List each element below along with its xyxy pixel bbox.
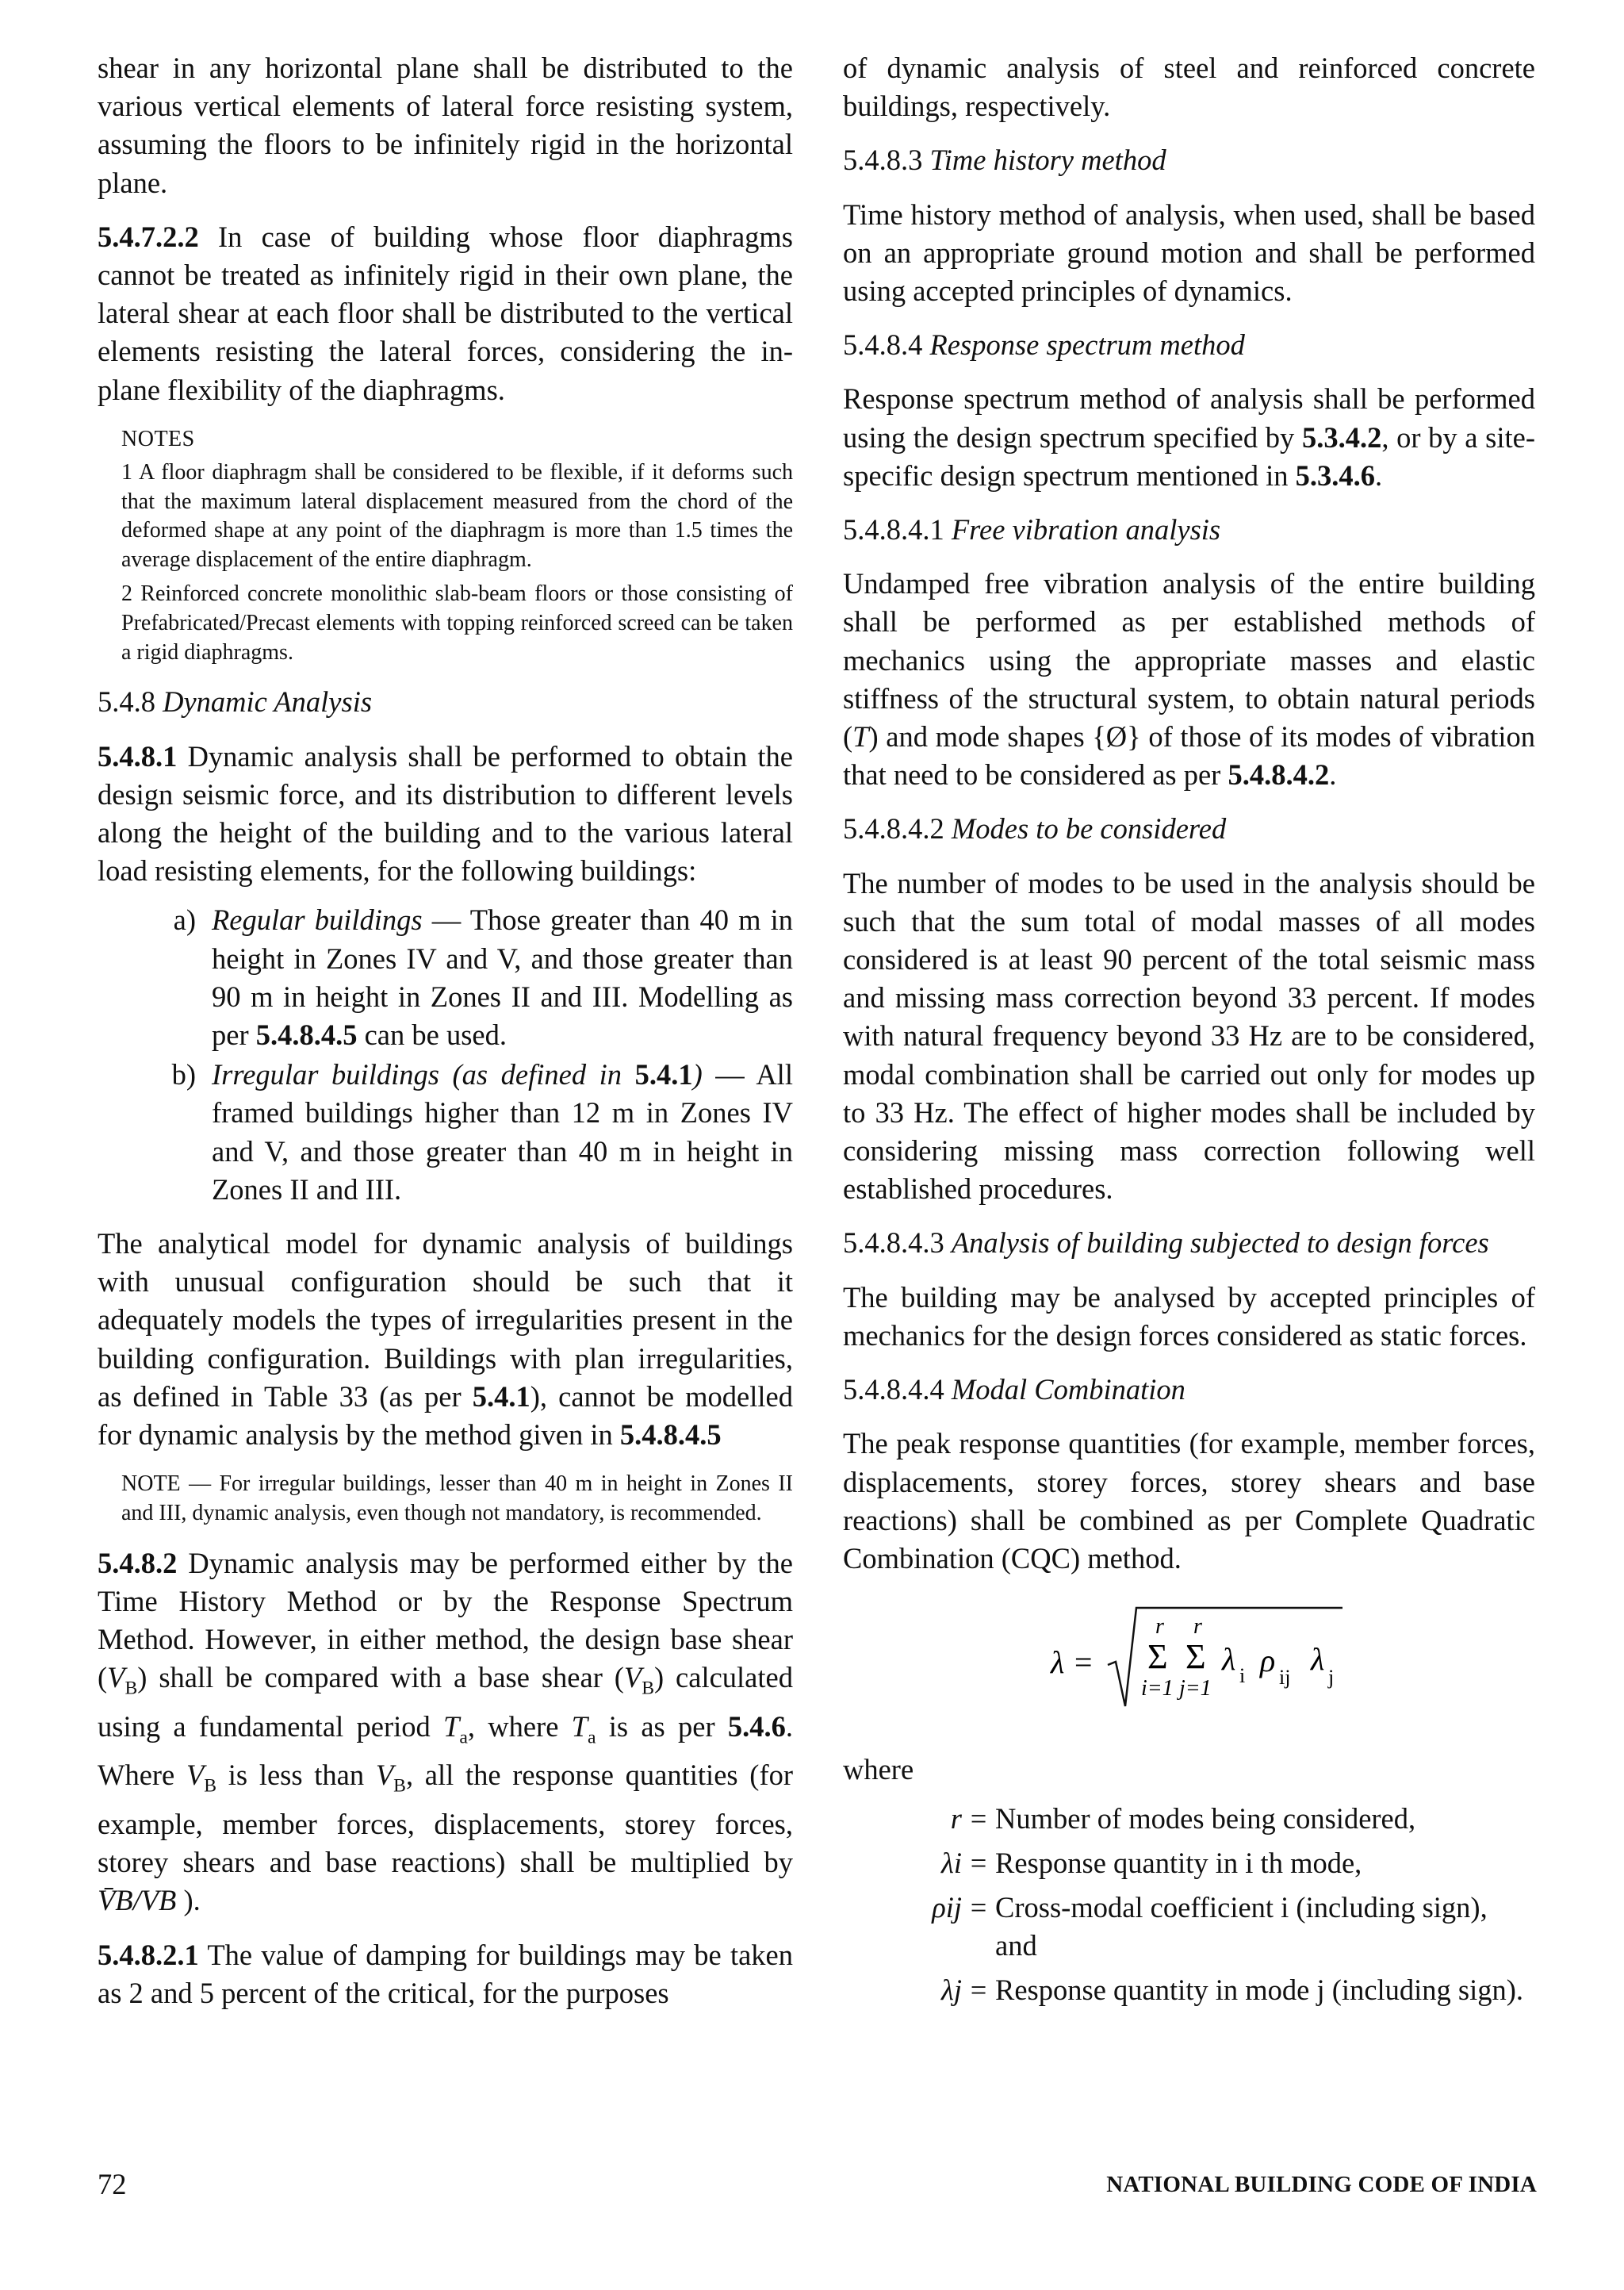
sum2-symbol: Σ bbox=[1185, 1637, 1206, 1677]
section-heading-5-4-8 bbox=[98, 683, 793, 721]
definition-symbol: r bbox=[950, 1802, 962, 1835]
symbol: V bbox=[375, 1759, 394, 1792]
section-heading-5-4-8-4-2 bbox=[843, 810, 1535, 848]
lambda-j: λ bbox=[1311, 1641, 1325, 1678]
clause-5-4-8-2 bbox=[98, 1544, 793, 1920]
footer-title: NATIONAL BUILDING CODE OF INDIA bbox=[1106, 2172, 1537, 2197]
definition-text: Number of modes being considered, bbox=[995, 1802, 1416, 1835]
subscript: B bbox=[204, 1775, 217, 1797]
definition-equals: = bbox=[970, 1847, 987, 1880]
clause-number: 5.4.8.2 bbox=[98, 1546, 178, 1579]
item-title: Irregular buildings (as defined in bbox=[212, 1058, 635, 1091]
cross-reference: 5.4.8.4.5 bbox=[619, 1418, 722, 1452]
clause-text: The value of damping for buildings may be taken as 2 and 5 percent of the critical, for the purposes bbox=[98, 1938, 793, 2009]
dash: — bbox=[422, 903, 470, 937]
list-item-a bbox=[98, 901, 793, 1054]
definition-symbol: λi bbox=[941, 1847, 962, 1880]
list-body bbox=[212, 901, 793, 1054]
lambda-i-subscript: i bbox=[1239, 1664, 1246, 1688]
list-item-b bbox=[98, 1056, 793, 1209]
paragraph: shear in any horizontal plane shall be distributed to the various vertical elements of lateral force resisting system, assuming the floors to be infinitely rigid in the horizontal plane. bbox=[98, 52, 793, 199]
section-heading-5-4-8-4-4 bbox=[843, 1371, 1535, 1409]
paragraph bbox=[843, 380, 1535, 495]
definition-text: Cross-modal coefficient i (including sign), and bbox=[995, 1891, 1488, 1962]
cross-reference: 5.3.4.2 bbox=[1301, 420, 1382, 454]
definition-symbol: λj bbox=[941, 1974, 962, 2007]
section-heading-5-4-8-4-3 bbox=[843, 1224, 1535, 1262]
text: , all the response quantities (for example, member forces, displacements, storey forces, storey shears and base reactions) shall be multiplied by bbox=[98, 1759, 794, 1879]
section-number: 5.4.8.4 bbox=[843, 328, 923, 362]
paragraph: Time history method of analysis, when used, shall be based on an appropriate ground motion and shall be performed using accepted principles of dynamics. bbox=[843, 198, 1535, 308]
text: ) calculated using a fundamental period bbox=[98, 1661, 793, 1743]
note-1: 1 A floor diaphragm shall be considered to be flexible, if it deforms such that the maximum lateral displacement measured from the chord of the deformed shape at any point of the diaphragm is more than 1.5 times the average displacement of the entire diaphragm. bbox=[121, 459, 793, 573]
cqc-formula bbox=[843, 1600, 1535, 1719]
section-number: 5.4.8.4.2 bbox=[843, 812, 944, 846]
section-number: 5.4.8.4.4 bbox=[843, 1373, 944, 1406]
clause-text: In case of building whose floor diaphragms cannot be treated as infinitely rigid in their own plane, the lateral shear at each floor shall be distributed to the vertical elements resisting the lateral forces, considering the in-plane flexibility of the diaphragms. bbox=[98, 220, 794, 406]
definition-text: Response quantity in mode j (including sign). bbox=[995, 1974, 1524, 2007]
subscript: a bbox=[459, 1727, 468, 1748]
text: . bbox=[1375, 458, 1383, 492]
lambda-j-subscript: j bbox=[1328, 1666, 1335, 1690]
paragraph-analytical-model bbox=[98, 1225, 793, 1454]
text: ). bbox=[176, 1884, 201, 1917]
dash: — bbox=[702, 1058, 756, 1091]
text: . bbox=[1329, 758, 1337, 792]
text: ) shall be compared with a base shear ( bbox=[137, 1661, 624, 1694]
item-text: All framed buildings higher than 12 m in Zones IV and V, and those greater than 40 m in height in Zones II and III. bbox=[212, 1058, 793, 1206]
clause-5-4-8-2-1 bbox=[98, 1936, 793, 2012]
section-heading-5-4-8-4 bbox=[843, 326, 1535, 364]
definition-row bbox=[843, 1889, 1535, 1965]
cross-reference: 5.4.1 bbox=[472, 1379, 530, 1413]
section-number: 5.4.8.4.3 bbox=[843, 1226, 944, 1260]
rho-ij: ρ bbox=[1260, 1643, 1276, 1679]
section-title: Dynamic Analysis bbox=[163, 685, 373, 719]
clause-number: 5.4.8.2.1 bbox=[98, 1938, 199, 1971]
paragraph-continuation: of dynamic analysis of steel and reinforced concrete buildings, respectively. bbox=[843, 52, 1535, 123]
paragraph bbox=[843, 565, 1535, 794]
section-title: Analysis of building subjected to design forces bbox=[951, 1226, 1489, 1260]
item-title: Regular buildings bbox=[212, 903, 423, 937]
symbol: T bbox=[443, 1709, 460, 1743]
text: , where bbox=[467, 1709, 572, 1743]
text: Response spectrum method of analysis shall be performed using the design spectrum specified by bbox=[843, 382, 1535, 454]
text: . Where bbox=[98, 1709, 793, 1792]
cross-reference: 5.4.1 bbox=[634, 1058, 693, 1091]
clause-number: 5.4.7.2.2 bbox=[98, 220, 199, 253]
item-text-end: can be used. bbox=[357, 1018, 507, 1052]
definition-equals: = bbox=[970, 1974, 987, 2007]
subscript: a bbox=[587, 1727, 596, 1748]
paragraph: The number of modes to be used in the analysis should be such that the sum total of modal masses of all modes considered is at least 90 percent of the total seismic mass and missing mass correction beyond 33 percent. If modes with natural frequency beyond 33 Hz are to be considered, modal combination shall be carried out only for modes up to 33 Hz. The effect of higher modes shall be included by considering missing mass correction following well established procedures. bbox=[843, 866, 1535, 1206]
item-text: Those greater than 40 m in height in Zones IV and V, and those greater than 90 m in height in Zones II and III. Modelling as per bbox=[212, 903, 793, 1052]
formula-graphic bbox=[843, 1600, 1535, 1719]
symbol: T bbox=[571, 1709, 588, 1743]
cross-reference: 5.4.6 bbox=[727, 1709, 786, 1743]
definition-equals: = bbox=[970, 1802, 987, 1835]
section-title: Response spectrum method bbox=[929, 328, 1245, 362]
paragraph: The building may be analysed by accepted principles of mechanics for the design forces considered as static forces. bbox=[843, 1280, 1535, 1352]
paragraph: The peak response quantities (for example, member forces, displacements, storey forces, storey shears and base reactions) shall be combined as per Complete Quadratic Combination (CQC) method. bbox=[843, 1427, 1535, 1575]
where-label: where bbox=[843, 1753, 914, 1786]
note-irregular: NOTE — For irregular buildings, lesser than 40 m in height in Zones II and III, dynamic analysis, even though not mandatory, is recommended. bbox=[121, 1471, 793, 1526]
page-number: 72 bbox=[98, 2168, 127, 2200]
subscript: B bbox=[642, 1678, 655, 1699]
left-column bbox=[98, 49, 793, 2028]
definition-text: Response quantity in i th mode, bbox=[995, 1847, 1362, 1880]
list-marker: a) bbox=[173, 903, 196, 937]
section-heading-5-4-8-4-1 bbox=[843, 511, 1535, 549]
definition-row bbox=[843, 1844, 1535, 1882]
section-title: Modes to be considered bbox=[951, 812, 1227, 846]
definition-row bbox=[843, 1971, 1535, 2009]
symbol: V bbox=[186, 1759, 205, 1792]
symbol: V bbox=[107, 1661, 125, 1694]
list-body bbox=[212, 1056, 793, 1209]
lambda-i: λ bbox=[1222, 1641, 1236, 1678]
definition-row bbox=[843, 1800, 1535, 1838]
symbol: T bbox=[852, 720, 869, 754]
text: is as per bbox=[596, 1709, 728, 1743]
sum2-upper: r bbox=[1193, 1614, 1202, 1640]
text: ), cannot be modelled for dynamic analysis by the method given in bbox=[98, 1379, 793, 1452]
section-number: 5.4.8 bbox=[98, 685, 155, 719]
text: , or by a site-specific design spectrum mentioned in bbox=[843, 420, 1535, 492]
text: is less than bbox=[216, 1759, 376, 1792]
sum1-upper: r bbox=[1155, 1614, 1164, 1640]
note-2: 2 Reinforced concrete monolithic slab-beam floors or those consisting of Prefabricated/Precast elements with topping reinforced screed can be taken a rigid diaphragms. bbox=[121, 581, 793, 665]
section-title: Free vibration analysis bbox=[951, 513, 1221, 547]
section-title: Modal Combination bbox=[951, 1373, 1185, 1406]
right-column bbox=[843, 49, 1535, 2016]
cross-reference: 5.4.8.4.2 bbox=[1228, 758, 1330, 792]
cross-reference: 5.4.8.4.5 bbox=[255, 1018, 358, 1052]
text: The analytical model for dynamic analysis of buildings with unusual configuration should be such that it adequately models the types of irregularities present in the building configuration. Buildings with plan irregularities, as defined in Table 33 (as per bbox=[98, 1227, 793, 1413]
sum2-lower: j=1 bbox=[1179, 1676, 1212, 1701]
text: Undamped free vibration analysis of the entire building shall be performed as per established methods of mechanics using the appropriate masses and elastic stiffness of the structural system, to obtain natural periods ( bbox=[843, 567, 1535, 754]
formula-lhs: λ = bbox=[1051, 1644, 1094, 1681]
section-number: 5.4.8.3 bbox=[843, 144, 923, 177]
subscript: B bbox=[393, 1775, 406, 1797]
section-title: Time history method bbox=[929, 144, 1166, 177]
text: ) and mode shapes {Ø} of those of its modes of vibration that need to be considered as per bbox=[843, 720, 1535, 792]
subscript: B bbox=[124, 1678, 138, 1699]
section-heading-5-4-8-3 bbox=[843, 141, 1535, 179]
sum1-symbol: Σ bbox=[1147, 1637, 1168, 1677]
clause-5-4-8-1 bbox=[98, 738, 793, 891]
notes-heading: NOTES bbox=[121, 426, 195, 451]
section-number: 5.4.8.4.1 bbox=[843, 513, 944, 547]
ratio-expression: V̄B/VB bbox=[98, 1884, 177, 1917]
rho-ij-subscript: ij bbox=[1279, 1666, 1291, 1690]
definitions-list bbox=[843, 1800, 1535, 2009]
item-title-close: ) bbox=[692, 1058, 703, 1091]
list-marker: b) bbox=[171, 1058, 196, 1091]
definition-equals: = bbox=[970, 1891, 987, 1924]
clause-text: Dynamic analysis shall be performed to obtain the design seismic force, and its distribution to different levels along the height of the building and to the various lateral load resisting elements, for the following buildings: bbox=[98, 739, 793, 888]
sum1-lower: i=1 bbox=[1141, 1676, 1174, 1701]
text: Dynamic analysis may be performed either by the Time History Method or by the Response Spectrum Method. However, in either method, the design base shear ( bbox=[98, 1546, 793, 1694]
symbol: V bbox=[623, 1661, 642, 1694]
clause-number: 5.4.8.1 bbox=[98, 739, 178, 773]
definition-symbol: ρij bbox=[932, 1891, 962, 1924]
cross-reference: 5.3.4.6 bbox=[1295, 458, 1376, 492]
clause-5-4-7-2-2 bbox=[98, 218, 793, 409]
